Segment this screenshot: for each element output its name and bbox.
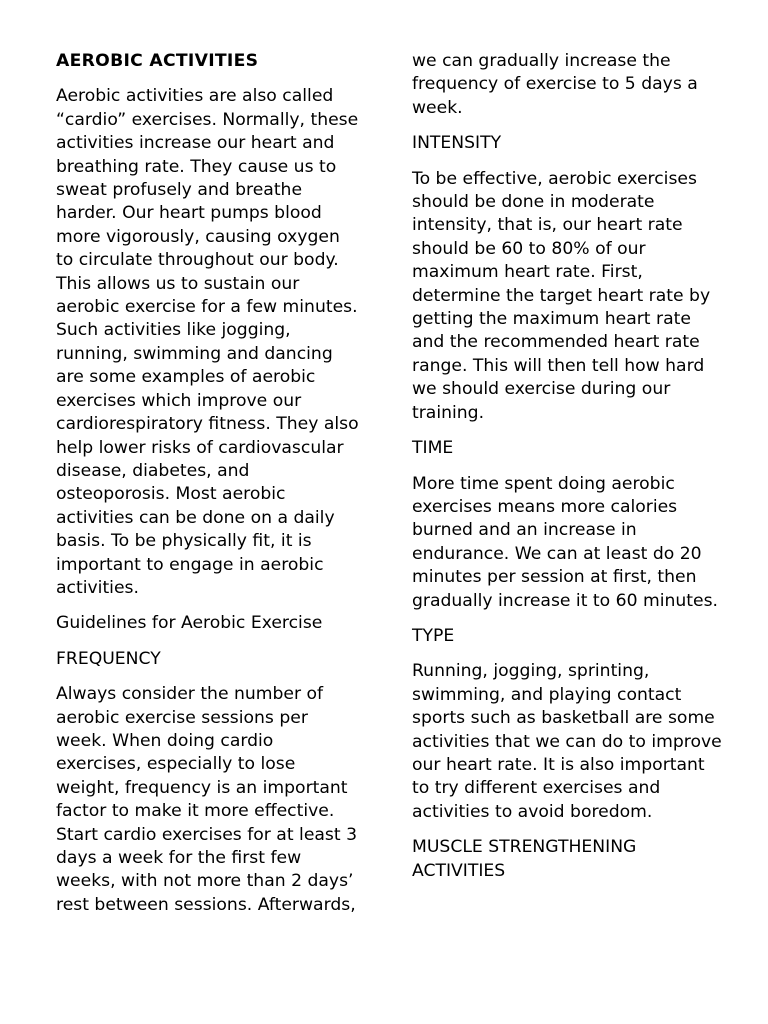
time-heading: TIME: [412, 438, 454, 459]
page-title: AEROBIC ACTIVITIES: [56, 51, 259, 71]
frequency-heading: FREQUENCY: [56, 648, 161, 669]
type-paragraph: Running, jogging, sprinting, swimming, and playing contact sports such as basketball are some activities that we can do to improve our heart rate. It is also important to try different exercises and activities to avoid boredom.: [412, 661, 722, 822]
intensity-paragraph: To be effective, aerobic exercises should be done in moderate intensity, that is, our heart rate should be 60 to 80% of our maximum heart rate. First, determine the target heart rate by getting the maximum heart rate and the recommended heart rate range. This will then tell how hard we should exercise during our training.: [412, 168, 711, 423]
guidelines-heading: Guidelines for Aerobic Exercise: [56, 613, 323, 634]
type-heading: TYPE: [412, 625, 455, 646]
muscle-strengthening-heading: MUSCLE STRENGTHENING ACTIVITIES: [412, 837, 637, 881]
frequency-paragraph-continued: we can gradually increase the frequency of exercise to 5 days a week.: [412, 51, 698, 118]
right-column: [412, 50, 724, 895]
intro-paragraph: Aerobic activities are also called “cardio” exercises. Normally, these activities increase our heart and breathing rate. They cause us to sweat profusely and breathe harder. Our heart pumps blood more vigorously, causing oxygen to circulate throughout our body. This allows us to sustain our aerobic exercise for a few minutes. Such activities like jogging, running, swimming and dancing are some examples of aerobic exercises which improve our cardiorespiratory fitness. They also help lower risks of cardiovascular disease, diabetes, and osteoporosis. Most aerobic activities can be done on a daily basis. To be physically fit, it is important to engage in aerobic activities.: [56, 86, 359, 598]
left-column: [56, 50, 362, 929]
time-paragraph: More time spent doing aerobic exercises means more calories burned and an increase in endurance. We can at least do 20 minutes per session at first, then gradually increase it to 60 minutes.: [412, 473, 719, 611]
frequency-paragraph: Always consider the number of aerobic exercise sessions per week. When doing cardio exercises, especially to lose weight, frequency is an important factor to make it more effective. Start cardio exercises for at least 3 days a week for the first few weeks, with not more than 2 days’ rest between sessions. Afterwards,: [56, 684, 358, 915]
intensity-heading: INTENSITY: [412, 133, 502, 154]
